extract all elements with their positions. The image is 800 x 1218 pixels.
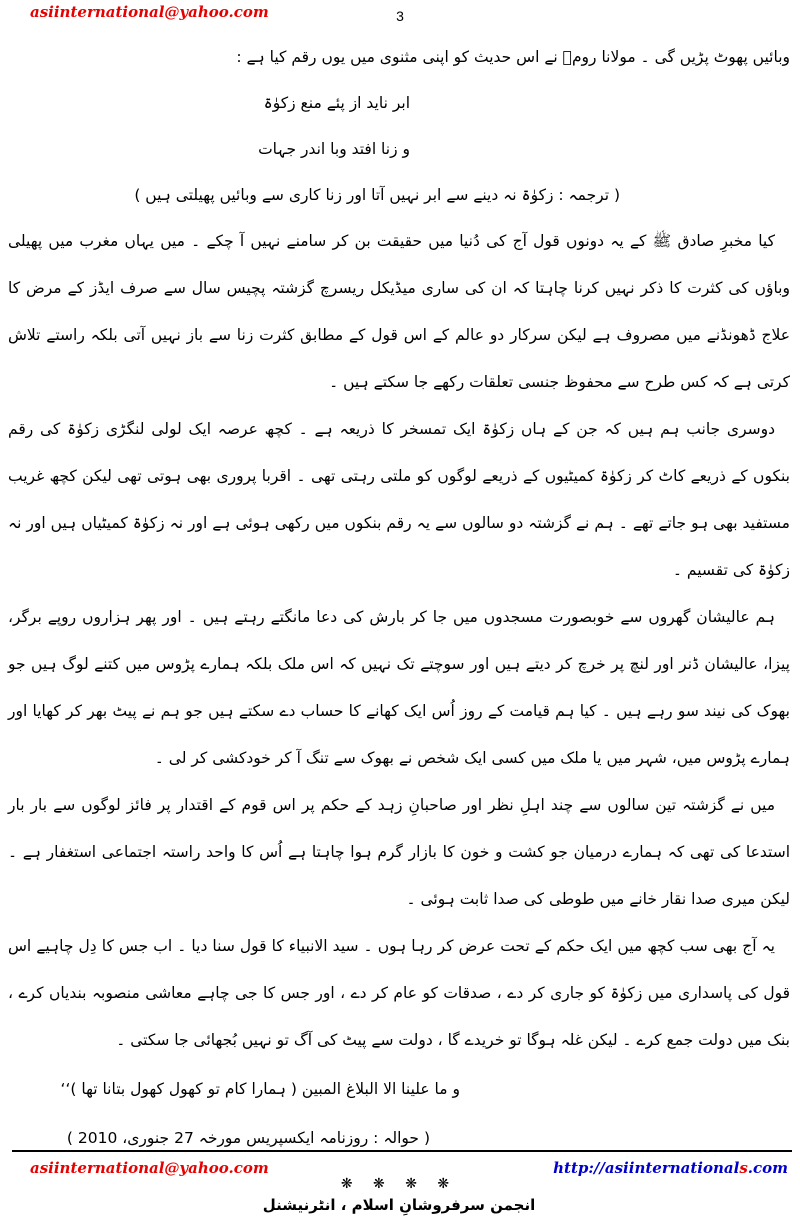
footer-url-s: s <box>739 1159 748 1177</box>
paragraph-5: یہ آج بھی سب کچھ میں ایک حکم کے تحت عرض کر رہا ہوں ۔ سید الانبیاء کا قول سنا دیا ۔ اب جس کا دِل چاہیے اس قول کی پاسداری میں زکوٰۃ کو جاری کر دے ، صدقات کو عام کر دے ، اور جس کا جی چاہے معاشی منصوبہ بندیاں کرے ، بنک میں دولت جمع کرے ۔ لیکن غلہ ہوگا تو خریدے گا ، دولت سے پیٹ کی آگ تو نہیں بُجھائی جا سکتی ۔ <box>8 937 790 1049</box>
paragraph-1: کیا مخبرِ صادق ﷺ کے یہ دونوں قول آج کی دُنیا میں حقیقت بن کر سامنے نہیں آ چکے ۔ میں یہاں مغرب میں پھیلی وباؤں کی کثرت کا ذکر نہیں کرنا چاہتا کہ ان کی ساری میڈیکل ریسرچ گزشتہ پچیس سال سے صرف ایڈز کے مرض کا علاج ڈھونڈنے میں مصروف ہے لیکن سرکار دو عالم کے اس قول کے مطابق کثرت زنا سے باز نہیں آتی بلکہ راستے تلاش کرتی ہے کہ کس طرح سے محفوظ جنسی تعلقات رکھے جا سکتے ہیں ۔ <box>8 232 790 391</box>
paragraph-3: ہم عالیشان گھروں سے خوبصورت مسجدوں میں جا کر بارش کی دعا مانگتے رہتے ہیں ۔ اور پھر ہزاروں روپے برگر، پیزا، عالیشان ڈنر اور لنچ پر خرچ کر دیتے ہیں اور سوچتے تک نہیں کہ اس ملک بلکہ ہمارے پڑوس میں کتنے لوگ ہیں جو بھوک کی نیند سو رہے ہیں ۔ کیا ہم قیامت کے روز اُس ایک کھانے کا حساب دے سکتے ہیں جو ہم نے پیٹ بھر کر کھایا اور ہمارے پڑوس میں، شہر میں یا ملک میں کسی ایک شخص نے بھوک سے تنگ آ کر خودکشی کر لی ۔ <box>8 608 790 767</box>
rumi-verse <box>8 80 790 172</box>
verse-line-1: ابر ناید از پئے منع زکوٰۃ <box>263 94 410 112</box>
paragraph-2: دوسری جانب ہم ہیں کہ جن کے ہاں زکوٰۃ ایک تمسخر کا ذریعہ ہے ۔ کچھ عرصہ ایک لولی لنگڑی زکوٰۃ کی رقم بنکوں کے ذریعے کاٹ کر زکوٰۃ کمیٹیوں کے ذریعے لوگوں کو ملتی رہتی تھی ۔ اقربا پروری بھی ہوتی تھی لیکن کچھ غریب مستفید بھی ہو جاتے تھے ۔ ہم نے گزشتہ دو سالوں سے یہ رقم بنکوں میں رکھی ہوئی ہے اور نہ زکوٰۃ کمیٹیاں ہیں اور نہ زکوٰۃ کی تقسیم ۔ <box>8 420 790 579</box>
newspaper-reference: ( حوالہ : روزنامہ ایکسپریس مورخہ 27 جنوری، 2010 ) <box>66 1129 430 1147</box>
footer-url-prefix: http://asiinternational <box>553 1159 740 1177</box>
arabic-quote: و ما علینا الا البلاغ المبین ( ہمارا کام تو کھول کھول بتانا تھا )‘‘ <box>60 1080 460 1098</box>
paragraph-4: میں نے گزشتہ تین سالوں سے چند اہلِ نظر اور صاحبانِ زہد کے حکم پر اس قوم کے اقتدار پر فائز لوگوں سے بار بار استدعا کی تھی کہ ہمارے درمیان جو کشت و خون کا بازار گرم ہوا چاہتا ہے اُس کا واحد راستہ اجتماعی استغفار ہے ۔ لیکن میری صدا نقار خانے میں طوطی کی صدا ثابت ہوئی ۔ <box>8 796 790 908</box>
page-footer <box>12 1150 792 1192</box>
intro-line: وبائیں پھوٹ پڑیں گی ۔ مولانا رومؒ نے اس حدیث کو اپنی مثنوی میں یوں رقم کیا ہے : <box>236 48 790 66</box>
organization-name: انجمن سرفروشانِ اسلام ، انٹرنیشنل <box>262 1196 536 1214</box>
footer-email-link[interactable]: asiinternational@yahoo.com <box>30 1159 269 1177</box>
document-body <box>8 34 790 1218</box>
page-header <box>0 0 800 34</box>
verse-line-2: و زنا افتد وبا اندر جہات <box>258 140 410 158</box>
page-number: 3 <box>396 8 404 24</box>
footer-url-suffix: .com <box>747 1159 788 1177</box>
verse-translation: ( ترجمہ : زکوٰۃ نہ دینے سے ابر نہیں آتا اور زنا کاری سے وبائیں پھیلتی ہیں ) <box>134 186 620 204</box>
footer-website-link[interactable] <box>553 1159 788 1177</box>
header-email-link[interactable]: asiinternational@yahoo.com <box>30 3 269 21</box>
star-ornament-icon: ❋ ❋ ❋ ❋ <box>340 1176 458 1192</box>
